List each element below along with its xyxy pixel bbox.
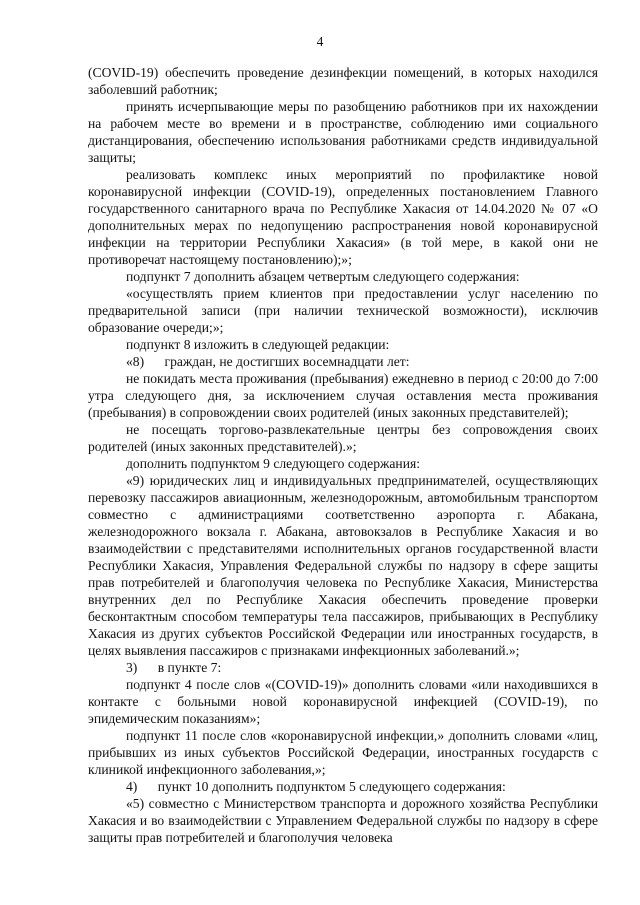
paragraph: не посещать торгово-развлекательные центры без сопровождения своих родителей (иных законных представителей).»; [88,422,598,454]
paragraph: подпункт 7 дополнить абзацем четвертым следующего содержания: [126,269,520,284]
document-body [88,64,598,846]
paragraph: подпункт 11 после слов «коронавирусной инфекции,» дополнить словами «лиц, прибывших из иных субъектов Российской Федерации, иностранных государств с клиникой инфекционного заболевания,»; [88,728,598,777]
paragraph: дополнить подпунктом 9 следующего содержания: [126,456,421,471]
paragraph: подпункт 8 изложить в следующей редакции: [126,337,390,352]
paragraph: (COVID-19) обеспечить проведение дезинфекции помещений, в которых находился заболевший работник; [88,65,598,97]
paragraph: 4) пункт 10 дополнить подпунктом 5 следующего содержания: [126,779,506,794]
paragraph: «5) совместно с Министерством транспорта и дорожного хозяйства Республики Хакасия и во взаимодействии с Управлением Федеральной службы по надзору в сфере защиты прав потребителей и благополучия человека [88,796,598,845]
paragraph: «9) юридических лиц и индивидуальных предпринимателей, осуществляющих перевозку пассажиров авиационным, железнодорожным, автомобильным транспортом совместно с администрациями соответственно аэропорта г. Абакана, железнодорожного вокзала г. Абакана, автовокзалов в Республике Хакасия и во взаимодействии с представителями исполнительных органов государственной власти Республики Хакасия, Управления Федеральной службы по надзору в сфере защиты прав потребителей и благополучия человека по Республике Хакасия, Министерства внутренних дел по Республике Хакасия обеспечить проведение проверки бесконтактным способом температуры тела пассажиров, прибывающих в Республику Хакасия из других субъектов Российской Федерации или иностранных государств, в целях выявления пассажиров с признаками инфекционных заболеваний.»; [88,473,598,658]
paragraph: не покидать места проживания (пребывания) ежедневно в период с 20:00 до 7:00 утра следующего дня, за исключением случая оставления места проживания (пребывания) в сопровождении своих родителей (иных законных представителей); [88,371,598,420]
paragraph: принять исчерпывающие меры по разобщению работников при их нахождении на рабочем месте во времени и в пространстве, соблюдению ими социального дистанцирования, обеспечению использования работниками средств индивидуальной защиты; [88,99,598,165]
paragraph: подпункт 4 после слов «(COVID-19)» дополнить словами «или находившихся в контакте с больными новой коронавирусной инфекцией (COVID-19), по эпидемическим показаниям»; [88,677,598,726]
paragraph: 3) в пункте 7: [126,660,222,675]
paragraph: «8) граждан, не достигших восемнадцати лет: [126,354,410,369]
page-number: 4 [316,34,324,49]
paragraph: реализовать комплекс иных мероприятий по профилактике новой коронавирусной инфекции (COVID-19), определенных постановлением Главного государственного санитарного врача по Республике Хакасия от 14.04.2020 № 07 «О дополнительных мерах по недопущению распространения новой коронавирусной инфекции на территории Республики Хакасия» (в той мере, в какой они не противоречат настоящему постановлению);»; [88,167,598,267]
paragraph: «осуществлять прием клиентов при предоставлении услуг населению по предварительной записи (при наличии технической возможности), исключив образование очереди;»; [88,286,598,335]
